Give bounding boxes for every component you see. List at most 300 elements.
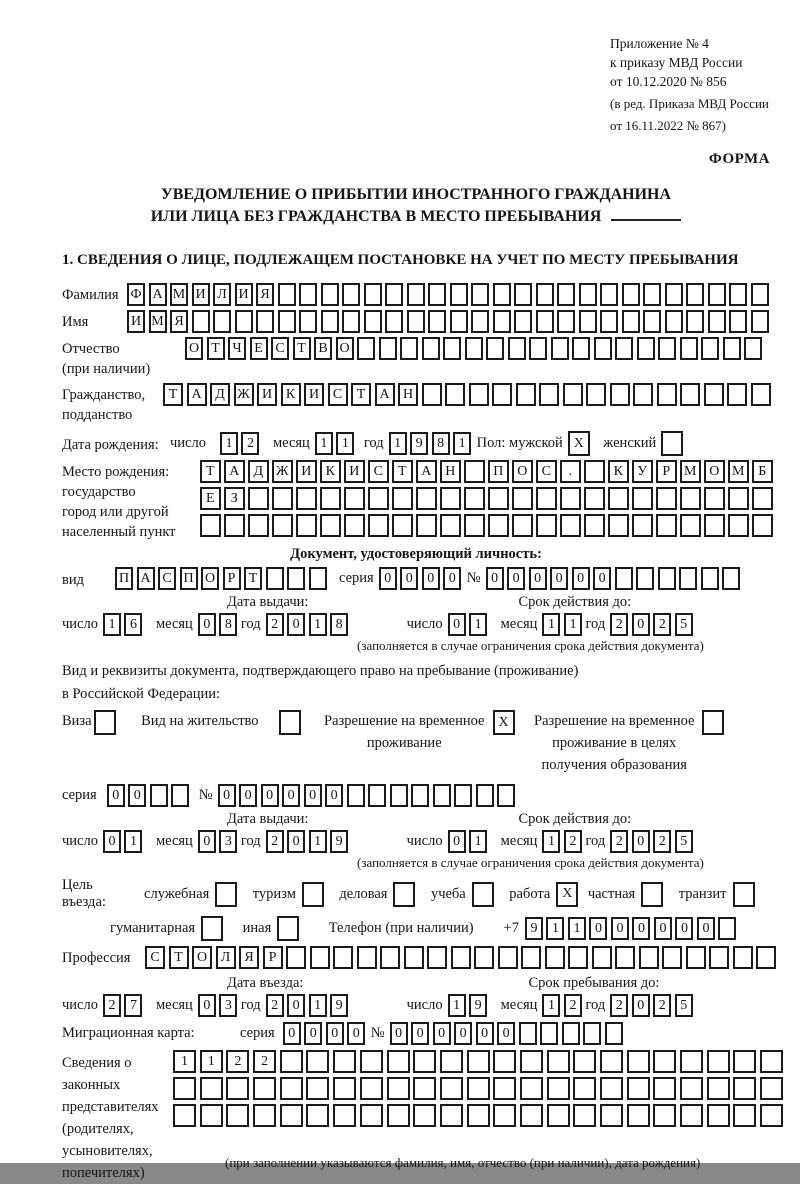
form-cell[interactable] <box>287 567 305 590</box>
form-cell[interactable]: 0 <box>325 784 343 807</box>
form-cell[interactable] <box>733 946 753 969</box>
form-cell[interactable]: П <box>115 567 133 590</box>
form-cell[interactable] <box>385 310 403 333</box>
form-cell[interactable] <box>704 487 725 510</box>
form-cell[interactable] <box>469 383 489 406</box>
form-cell[interactable]: 0 <box>347 1022 365 1045</box>
form-cell[interactable] <box>707 1104 730 1127</box>
form-cell[interactable]: 1 <box>542 830 560 853</box>
form-cell[interactable] <box>428 283 446 306</box>
form-cell[interactable] <box>498 946 518 969</box>
form-cell[interactable] <box>658 337 676 360</box>
form-cell[interactable]: 0 <box>218 784 236 807</box>
form-cell[interactable] <box>306 1077 329 1100</box>
form-cell[interactable] <box>686 310 704 333</box>
form-cell[interactable]: 0 <box>287 994 305 1017</box>
form-cell[interactable]: М <box>680 460 701 483</box>
form-cell[interactable]: И <box>304 383 324 406</box>
form-cell[interactable] <box>704 514 725 537</box>
form-cell[interactable] <box>615 567 633 590</box>
form-cell[interactable]: Ж <box>272 460 293 483</box>
form-cell[interactable]: П <box>180 567 198 590</box>
form-cell[interactable] <box>428 310 446 333</box>
form-cell[interactable] <box>547 1104 570 1127</box>
form-cell[interactable]: 1 <box>173 1050 196 1073</box>
form-cell[interactable]: 2 <box>103 994 121 1017</box>
form-cell[interactable]: 2 <box>253 1050 276 1073</box>
form-cell[interactable] <box>407 310 425 333</box>
form-cell[interactable] <box>464 514 485 537</box>
form-cell[interactable] <box>560 487 581 510</box>
form-cell[interactable] <box>333 1050 356 1073</box>
form-cell[interactable]: С <box>328 383 348 406</box>
form-cell[interactable]: 5 <box>675 613 693 636</box>
form-cell[interactable] <box>379 337 397 360</box>
form-cell[interactable]: З <box>224 487 245 510</box>
form-cell[interactable] <box>488 487 509 510</box>
form-cell[interactable]: 0 <box>239 784 257 807</box>
form-cell[interactable] <box>656 487 677 510</box>
form-cell[interactable] <box>704 383 724 406</box>
form-cell[interactable] <box>514 310 532 333</box>
form-cell[interactable]: Р <box>223 567 241 590</box>
form-cell[interactable]: Р <box>656 460 677 483</box>
form-cell[interactable]: 0 <box>632 917 650 940</box>
form-cell[interactable] <box>622 283 640 306</box>
form-cell[interactable] <box>661 431 683 456</box>
form-cell[interactable] <box>514 283 532 306</box>
form-cell[interactable]: Я <box>170 310 188 333</box>
form-cell[interactable]: С <box>271 337 289 360</box>
form-cell[interactable]: О <box>704 460 725 483</box>
form-cell[interactable] <box>701 337 719 360</box>
form-cell[interactable]: И <box>192 283 210 306</box>
form-cell[interactable] <box>486 337 504 360</box>
form-cell[interactable]: 0 <box>304 784 322 807</box>
form-cell[interactable] <box>733 1050 756 1073</box>
form-cell[interactable]: . <box>560 460 581 483</box>
form-cell[interactable] <box>171 784 189 807</box>
form-cell[interactable]: Б <box>752 460 773 483</box>
form-cell[interactable] <box>266 567 284 590</box>
form-cell[interactable]: А <box>416 460 437 483</box>
form-cell[interactable] <box>333 1077 356 1100</box>
form-cell[interactable] <box>680 487 701 510</box>
form-cell[interactable] <box>248 487 269 510</box>
form-cell[interactable] <box>708 310 726 333</box>
form-cell[interactable] <box>586 383 606 406</box>
form-cell[interactable] <box>235 310 253 333</box>
form-cell[interactable] <box>508 337 526 360</box>
form-cell[interactable]: 0 <box>103 830 121 853</box>
form-cell[interactable]: 0 <box>422 567 440 590</box>
form-cell[interactable] <box>387 1104 410 1127</box>
form-cell[interactable] <box>722 567 740 590</box>
form-cell[interactable] <box>368 487 389 510</box>
form-cell[interactable] <box>474 946 494 969</box>
form-cell[interactable]: 0 <box>433 1022 451 1045</box>
form-cell[interactable] <box>622 310 640 333</box>
form-cell[interactable]: С <box>368 460 389 483</box>
form-cell[interactable] <box>547 1050 570 1073</box>
form-cell[interactable] <box>302 882 324 907</box>
form-cell[interactable] <box>280 1077 303 1100</box>
form-cell[interactable]: Н <box>440 460 461 483</box>
form-cell[interactable] <box>392 514 413 537</box>
form-cell[interactable] <box>752 487 773 510</box>
form-cell[interactable] <box>707 1050 730 1073</box>
form-cell[interactable] <box>579 310 597 333</box>
form-cell[interactable]: 2 <box>241 432 259 455</box>
form-cell[interactable] <box>309 567 327 590</box>
form-cell[interactable] <box>226 1077 249 1100</box>
form-cell[interactable] <box>393 882 415 907</box>
form-cell[interactable] <box>729 310 747 333</box>
form-cell[interactable] <box>440 1077 463 1100</box>
form-cell[interactable]: 9 <box>525 917 543 940</box>
form-cell[interactable]: 1 <box>200 1050 223 1073</box>
form-cell[interactable] <box>615 946 635 969</box>
form-cell[interactable]: И <box>127 310 145 333</box>
form-cell[interactable] <box>547 1077 570 1100</box>
form-cell[interactable]: 0 <box>454 1022 472 1045</box>
form-cell[interactable] <box>150 784 168 807</box>
form-cell[interactable] <box>94 710 116 735</box>
form-cell[interactable]: Н <box>398 383 418 406</box>
form-cell[interactable] <box>680 514 701 537</box>
form-cell[interactable]: О <box>336 337 354 360</box>
form-cell[interactable] <box>400 337 418 360</box>
form-cell[interactable]: 0 <box>654 917 672 940</box>
form-cell[interactable] <box>306 1104 329 1127</box>
form-cell[interactable] <box>413 1050 436 1073</box>
form-cell[interactable]: 2 <box>653 613 671 636</box>
form-cell[interactable] <box>200 514 221 537</box>
form-cell[interactable] <box>718 917 736 940</box>
form-cell[interactable]: Т <box>169 946 189 969</box>
form-cell[interactable] <box>636 567 654 590</box>
form-cell[interactable]: И <box>257 383 277 406</box>
form-cell[interactable]: Д <box>210 383 230 406</box>
form-cell[interactable] <box>658 567 676 590</box>
form-cell[interactable] <box>226 1104 249 1127</box>
form-cell[interactable]: В <box>314 337 332 360</box>
form-cell[interactable] <box>756 946 776 969</box>
form-cell[interactable] <box>641 882 663 907</box>
form-cell[interactable] <box>733 1077 756 1100</box>
form-cell[interactable]: А <box>137 567 155 590</box>
form-cell[interactable]: Я <box>256 283 274 306</box>
form-cell[interactable]: А <box>375 383 395 406</box>
form-cell[interactable]: И <box>344 460 365 483</box>
form-cell[interactable]: 0 <box>632 613 650 636</box>
form-cell[interactable] <box>600 283 618 306</box>
form-cell[interactable] <box>751 383 771 406</box>
form-cell[interactable]: 1 <box>448 994 466 1017</box>
form-cell[interactable]: Р <box>263 946 283 969</box>
form-cell[interactable] <box>492 383 512 406</box>
form-cell[interactable] <box>256 310 274 333</box>
form-cell[interactable] <box>296 487 317 510</box>
form-cell[interactable]: 7 <box>124 994 142 1017</box>
form-cell[interactable]: П <box>488 460 509 483</box>
form-cell[interactable] <box>557 283 575 306</box>
form-cell[interactable] <box>686 946 706 969</box>
form-cell[interactable] <box>633 383 653 406</box>
form-cell[interactable]: 1 <box>309 830 327 853</box>
form-cell[interactable] <box>476 784 494 807</box>
form-cell[interactable]: 0 <box>550 567 568 590</box>
form-cell[interactable] <box>224 514 245 537</box>
form-cell[interactable] <box>173 1104 196 1127</box>
form-cell[interactable]: К <box>281 383 301 406</box>
form-cell[interactable]: О <box>185 337 203 360</box>
form-cell[interactable]: 0 <box>400 567 418 590</box>
form-cell[interactable]: Т <box>200 460 221 483</box>
form-cell[interactable] <box>440 1104 463 1127</box>
form-cell[interactable] <box>632 487 653 510</box>
form-cell[interactable] <box>471 283 489 306</box>
form-cell[interactable] <box>608 487 629 510</box>
form-cell[interactable] <box>573 1104 596 1127</box>
form-cell[interactable] <box>280 1104 303 1127</box>
form-cell[interactable] <box>488 514 509 537</box>
form-cell[interactable]: 1 <box>124 830 142 853</box>
form-cell[interactable]: Д <box>248 460 269 483</box>
form-cell[interactable]: 1 <box>564 613 582 636</box>
form-cell[interactable] <box>200 1104 223 1127</box>
form-cell[interactable]: 5 <box>675 830 693 853</box>
form-cell[interactable] <box>368 784 386 807</box>
form-cell[interactable] <box>433 784 451 807</box>
form-cell[interactable] <box>299 283 317 306</box>
form-cell[interactable] <box>512 487 533 510</box>
form-cell[interactable] <box>471 310 489 333</box>
form-cell[interactable] <box>390 784 408 807</box>
form-cell[interactable] <box>744 337 762 360</box>
form-cell[interactable] <box>467 1050 490 1073</box>
form-cell[interactable] <box>387 1077 410 1100</box>
form-cell[interactable] <box>440 1050 463 1073</box>
form-cell[interactable] <box>727 383 747 406</box>
form-cell[interactable] <box>657 383 677 406</box>
form-cell[interactable] <box>702 710 724 735</box>
form-cell[interactable] <box>321 283 339 306</box>
form-cell[interactable]: Т <box>351 383 371 406</box>
form-cell[interactable] <box>600 1104 623 1127</box>
form-cell[interactable]: Т <box>163 383 183 406</box>
form-cell[interactable] <box>443 337 461 360</box>
form-cell[interactable] <box>272 514 293 537</box>
form-cell[interactable]: У <box>632 460 653 483</box>
form-cell[interactable] <box>680 383 700 406</box>
form-cell[interactable]: 0 <box>287 830 305 853</box>
form-cell[interactable]: 0 <box>632 994 650 1017</box>
form-cell[interactable] <box>760 1050 783 1073</box>
form-cell[interactable]: 0 <box>379 567 397 590</box>
form-cell[interactable] <box>751 310 769 333</box>
form-cell[interactable] <box>467 1104 490 1127</box>
form-cell[interactable]: 0 <box>632 830 650 853</box>
form-cell[interactable] <box>584 460 605 483</box>
form-cell[interactable]: 0 <box>198 830 216 853</box>
form-cell[interactable]: Т <box>392 460 413 483</box>
form-cell[interactable]: 1 <box>389 432 407 455</box>
form-cell[interactable] <box>413 1077 436 1100</box>
form-cell[interactable] <box>422 337 440 360</box>
form-cell[interactable] <box>584 487 605 510</box>
form-cell[interactable] <box>213 310 231 333</box>
form-cell[interactable] <box>729 283 747 306</box>
form-cell[interactable]: Ж <box>234 383 254 406</box>
form-cell[interactable]: 1 <box>220 432 238 455</box>
form-cell[interactable] <box>248 514 269 537</box>
form-cell[interactable] <box>451 946 471 969</box>
form-cell[interactable]: 0 <box>283 1022 301 1045</box>
form-cell[interactable] <box>627 1077 650 1100</box>
form-cell[interactable]: 8 <box>219 613 237 636</box>
form-cell[interactable] <box>465 337 483 360</box>
form-cell[interactable]: С <box>145 946 165 969</box>
form-cell[interactable]: 0 <box>326 1022 344 1045</box>
form-cell[interactable] <box>320 514 341 537</box>
form-cell[interactable]: 0 <box>476 1022 494 1045</box>
form-cell[interactable]: Ч <box>228 337 246 360</box>
form-cell[interactable]: О <box>512 460 533 483</box>
form-cell[interactable] <box>637 337 655 360</box>
form-cell[interactable] <box>632 514 653 537</box>
form-cell[interactable] <box>686 283 704 306</box>
form-cell[interactable]: С <box>158 567 176 590</box>
form-cell[interactable]: 2 <box>226 1050 249 1073</box>
form-cell[interactable] <box>357 337 375 360</box>
form-cell[interactable]: Ф <box>127 283 145 306</box>
form-cell[interactable] <box>200 1077 223 1100</box>
form-cell[interactable]: М <box>728 460 749 483</box>
form-cell[interactable] <box>413 1104 436 1127</box>
form-cell[interactable]: X <box>556 882 578 907</box>
form-cell[interactable] <box>557 310 575 333</box>
form-cell[interactable] <box>680 1077 703 1100</box>
form-cell[interactable]: И <box>296 460 317 483</box>
form-cell[interactable]: Я <box>239 946 259 969</box>
form-cell[interactable] <box>344 514 365 537</box>
form-cell[interactable] <box>540 1022 558 1045</box>
form-cell[interactable] <box>493 283 511 306</box>
form-cell[interactable]: Т <box>293 337 311 360</box>
form-cell[interactable] <box>594 337 612 360</box>
form-cell[interactable]: 1 <box>309 994 327 1017</box>
form-cell[interactable] <box>411 784 429 807</box>
form-cell[interactable] <box>639 946 659 969</box>
form-cell[interactable]: 3 <box>219 994 237 1017</box>
form-cell[interactable] <box>680 337 698 360</box>
form-cell[interactable]: С <box>536 460 557 483</box>
form-cell[interactable] <box>760 1104 783 1127</box>
form-cell[interactable] <box>450 283 468 306</box>
form-cell[interactable] <box>272 487 293 510</box>
form-cell[interactable]: 0 <box>589 917 607 940</box>
form-cell[interactable]: 2 <box>653 994 671 1017</box>
form-cell[interactable] <box>385 283 403 306</box>
form-cell[interactable]: М <box>149 310 167 333</box>
form-cell[interactable]: Т <box>207 337 225 360</box>
form-cell[interactable] <box>519 1022 537 1045</box>
form-cell[interactable] <box>497 784 515 807</box>
form-cell[interactable]: 0 <box>697 917 715 940</box>
form-cell[interactable] <box>299 310 317 333</box>
form-cell[interactable]: М <box>170 283 188 306</box>
form-cell[interactable]: 2 <box>266 830 284 853</box>
form-cell[interactable]: Л <box>213 283 231 306</box>
form-cell[interactable] <box>360 1077 383 1100</box>
form-cell[interactable] <box>280 1050 303 1073</box>
form-cell[interactable] <box>536 487 557 510</box>
form-cell[interactable] <box>653 1104 676 1127</box>
form-cell[interactable]: 0 <box>198 613 216 636</box>
form-cell[interactable] <box>583 1022 601 1045</box>
form-cell[interactable] <box>572 337 590 360</box>
form-cell[interactable]: X <box>493 710 515 735</box>
form-cell[interactable]: 1 <box>568 917 586 940</box>
form-cell[interactable]: 1 <box>469 613 487 636</box>
form-cell[interactable] <box>600 1050 623 1073</box>
form-cell[interactable] <box>568 946 588 969</box>
form-cell[interactable]: 1 <box>453 432 471 455</box>
form-cell[interactable] <box>708 283 726 306</box>
form-cell[interactable]: 0 <box>497 1022 515 1045</box>
form-cell[interactable] <box>529 337 547 360</box>
form-cell[interactable] <box>464 487 485 510</box>
form-cell[interactable] <box>342 283 360 306</box>
form-cell[interactable] <box>416 514 437 537</box>
form-cell[interactable]: 2 <box>610 994 628 1017</box>
form-cell[interactable]: 1 <box>315 432 333 455</box>
form-cell[interactable] <box>278 283 296 306</box>
form-cell[interactable]: 0 <box>572 567 590 590</box>
form-cell[interactable]: 9 <box>469 994 487 1017</box>
form-cell[interactable]: 0 <box>675 917 693 940</box>
form-cell[interactable] <box>545 946 565 969</box>
form-cell[interactable]: 8 <box>432 432 450 455</box>
form-cell[interactable] <box>701 567 719 590</box>
form-cell[interactable]: 2 <box>266 994 284 1017</box>
form-cell[interactable] <box>278 310 296 333</box>
form-cell[interactable] <box>584 514 605 537</box>
form-cell[interactable] <box>563 383 583 406</box>
form-cell[interactable]: 6 <box>124 613 142 636</box>
form-cell[interactable] <box>536 310 554 333</box>
form-cell[interactable]: О <box>201 567 219 590</box>
form-cell[interactable] <box>733 1104 756 1127</box>
form-cell[interactable]: 0 <box>198 994 216 1017</box>
form-cell[interactable] <box>707 1077 730 1100</box>
form-cell[interactable] <box>201 916 223 941</box>
form-cell[interactable]: 0 <box>448 830 466 853</box>
form-cell[interactable] <box>627 1104 650 1127</box>
form-cell[interactable] <box>387 1050 410 1073</box>
form-cell[interactable]: 9 <box>330 830 348 853</box>
form-cell[interactable]: 1 <box>336 432 354 455</box>
form-cell[interactable]: 3 <box>219 830 237 853</box>
form-cell[interactable]: 2 <box>266 613 284 636</box>
form-cell[interactable]: 9 <box>330 994 348 1017</box>
form-cell[interactable] <box>579 283 597 306</box>
form-cell[interactable]: 0 <box>411 1022 429 1045</box>
form-cell[interactable] <box>422 383 442 406</box>
form-cell[interactable] <box>440 487 461 510</box>
form-cell[interactable] <box>493 1104 516 1127</box>
